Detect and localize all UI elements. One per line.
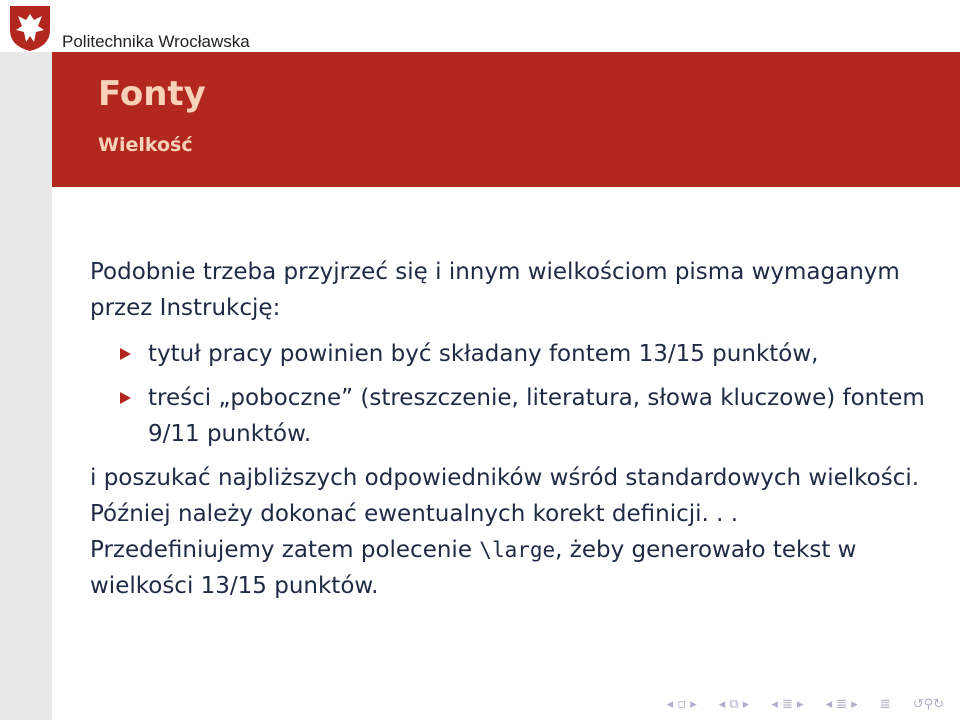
bullet-list (90, 336, 940, 452)
nav-section-icon[interactable]: ◂ ≣ ▸ (825, 697, 858, 712)
triangle-bullet-icon (120, 348, 131, 360)
third-paragraph-start: Przedefiniujemy zatem polecenie (90, 537, 480, 563)
list-item (90, 380, 940, 452)
nav-align-icon[interactable]: ≣ (879, 697, 891, 712)
slide-subtitle: Wielkość (98, 134, 193, 156)
list-item-text: treści „poboczne” (streszczenie, literatura, słowa kluczowe) fontem 9/11 punktów. (148, 385, 925, 447)
beamer-navigation (667, 697, 944, 712)
nav-prev-icon[interactable]: ◂ ▫ ▸ (666, 697, 697, 712)
list-item-text: tytuł pracy powinien być składany fontem 13/15 punktów, (148, 341, 819, 367)
top-bar (0, 0, 960, 52)
slide-title: Fonty (98, 74, 206, 114)
triangle-bullet-icon (120, 392, 131, 404)
list-item (90, 336, 940, 372)
nav-frame-icon[interactable]: ◂ ⧉ ▸ (718, 697, 750, 712)
intro-paragraph: Podobnie trzeba przyjrzeć się i innym wielkościom pisma wymaganym przez Instrukcję: (90, 259, 900, 321)
left-strip (0, 52, 52, 720)
second-paragraph: i poszukać najbliższych odpowiedników wśród standardowych wielkości. Później należy dokonać ewentualnych korekt definicji. . . (90, 465, 920, 527)
institution-name: Politechnika Wrocławska (62, 32, 250, 51)
nav-search-icon[interactable]: ↺⚲↻ (912, 697, 944, 712)
nav-subsection-icon[interactable]: ◂ ≣ ▸ (771, 697, 804, 712)
third-paragraph-end: , żeby generowało tekst w wielkości 13/15 punktów. (90, 537, 857, 599)
title-band (52, 52, 960, 187)
eagle-crest-icon (8, 4, 52, 52)
code-command: \large (479, 538, 556, 562)
slide-content (90, 254, 940, 604)
third-paragraph (90, 532, 940, 604)
